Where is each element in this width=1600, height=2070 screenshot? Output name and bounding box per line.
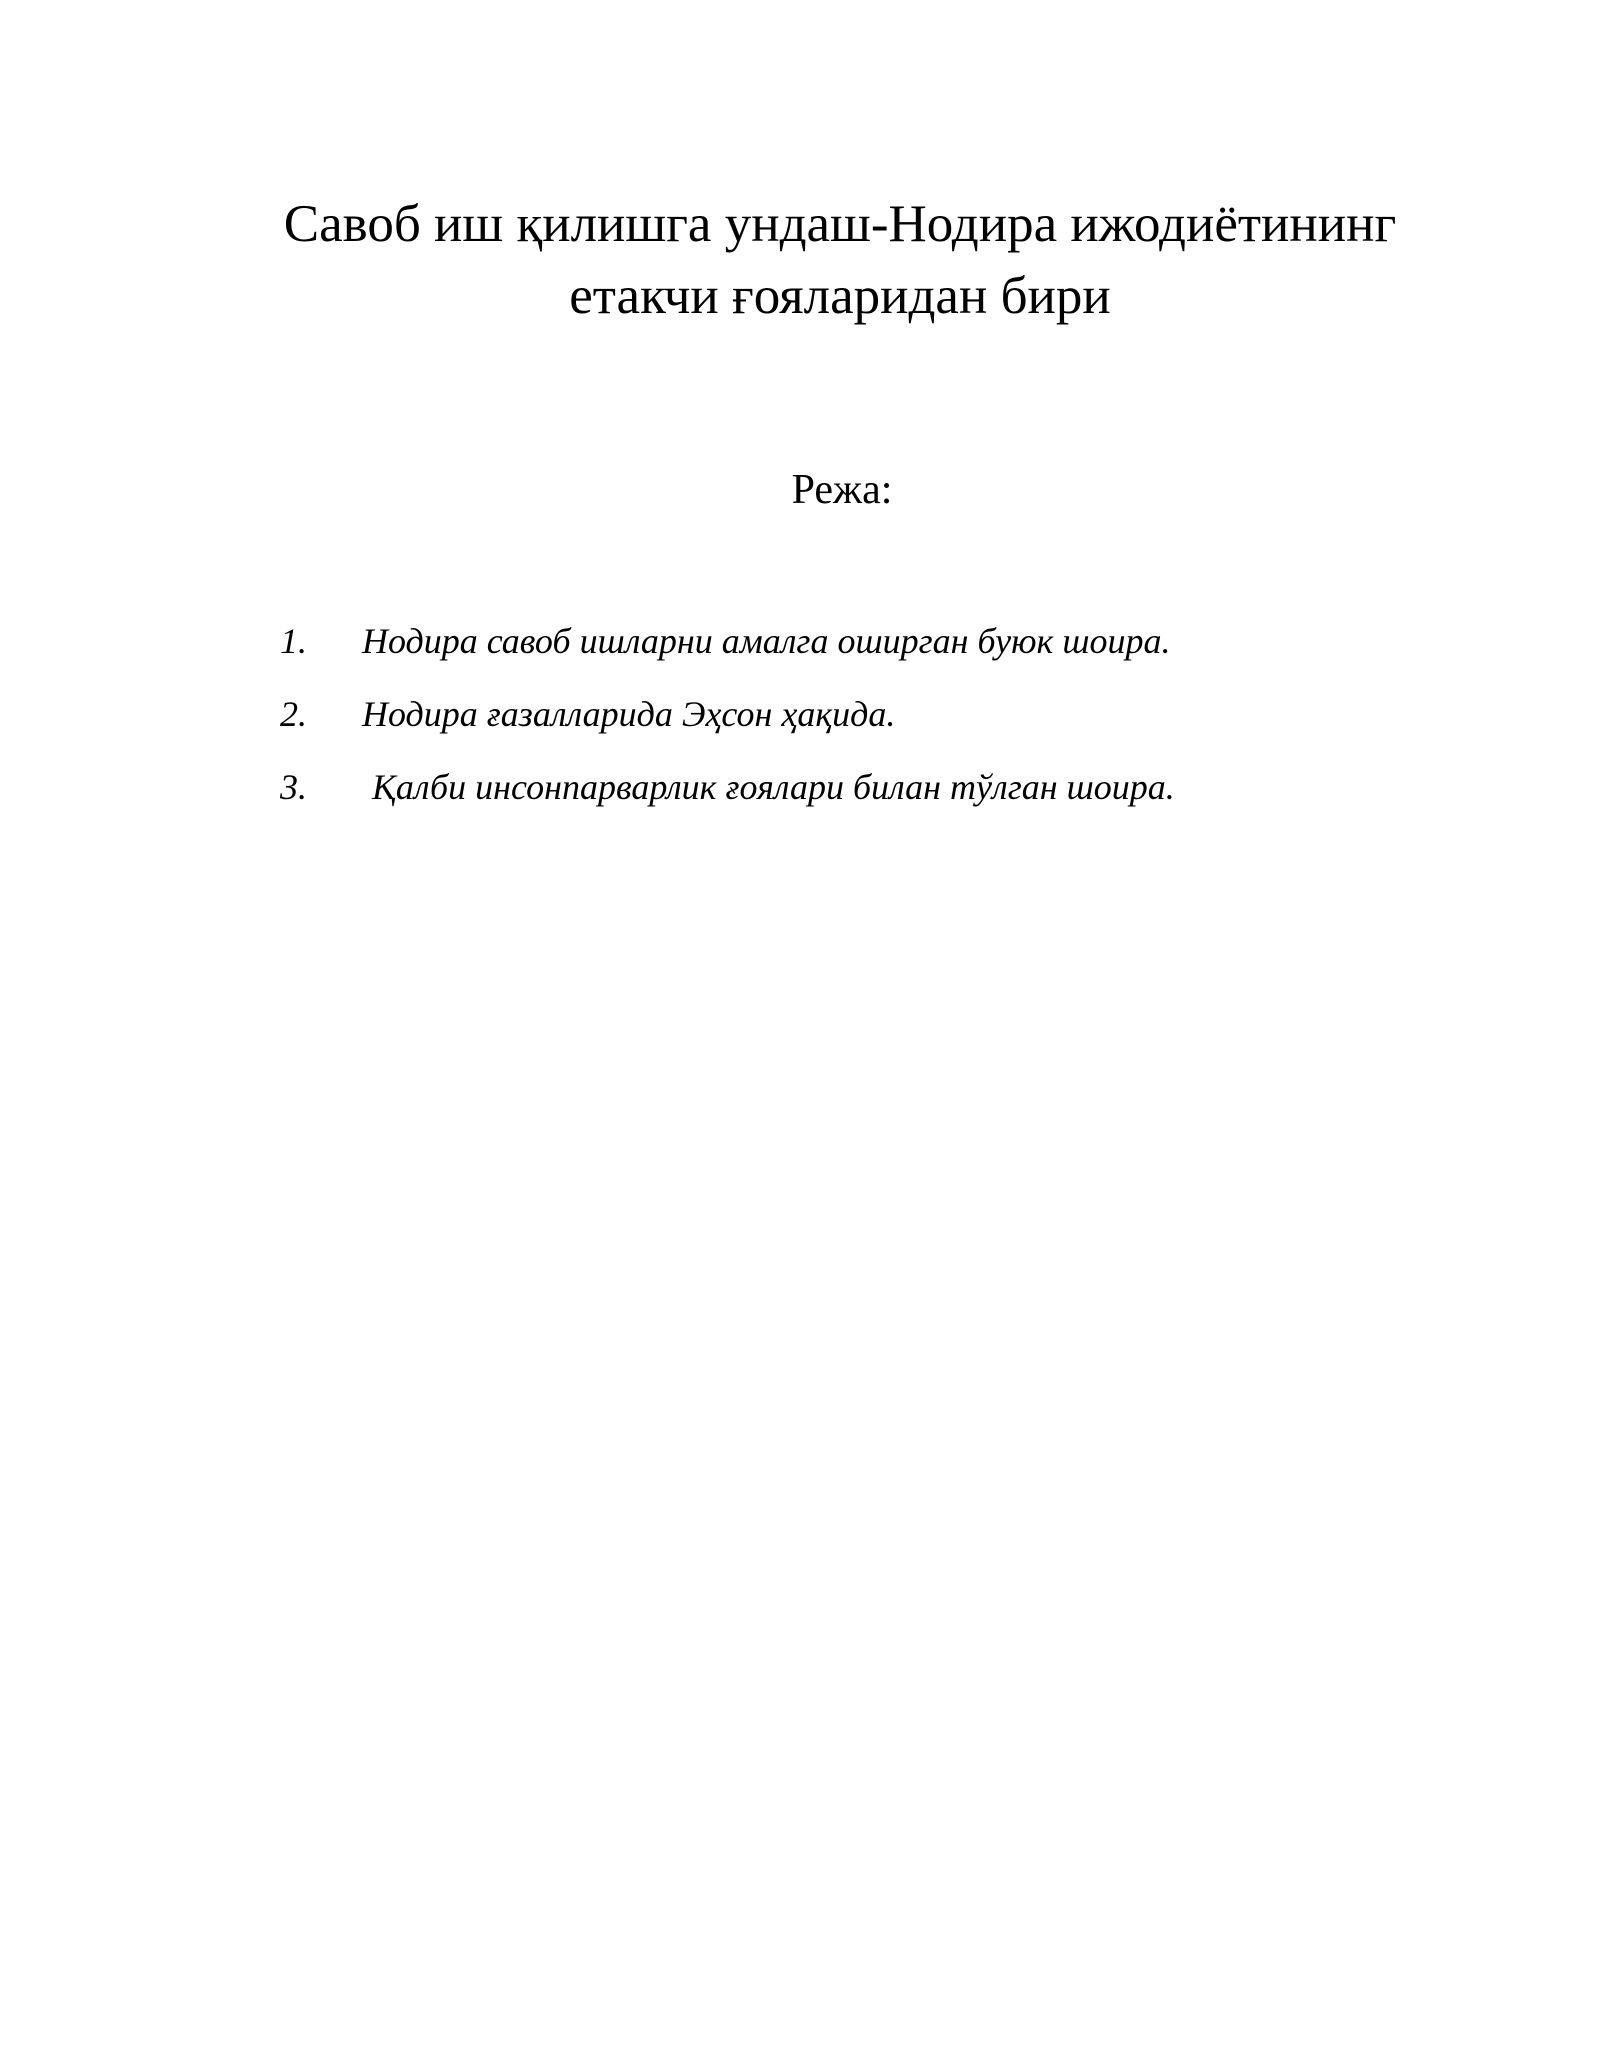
title-line-2: етакчи ғояларидан бири xyxy=(569,267,1111,325)
plan-item-number: 2. xyxy=(280,694,307,734)
document-title xyxy=(200,188,1480,332)
plan-item-number: 3. xyxy=(280,767,307,807)
plan-heading: Режа: xyxy=(791,467,893,513)
plan-item-text: Қалби инсонпарварлик ғоялари билан тўлган шоира. xyxy=(372,767,1175,807)
plan-item-text: Нодира ғазалларида Эҳсон ҳақида. xyxy=(362,694,896,734)
plan-item-number: 1. xyxy=(280,621,307,661)
plan-item-text: Нодира савоб ишларни амалга оширган буюк шоира. xyxy=(362,621,1171,661)
title-line-1: Савоб иш қилишга ундаш-Нодира ижодиётининг xyxy=(283,195,1397,253)
